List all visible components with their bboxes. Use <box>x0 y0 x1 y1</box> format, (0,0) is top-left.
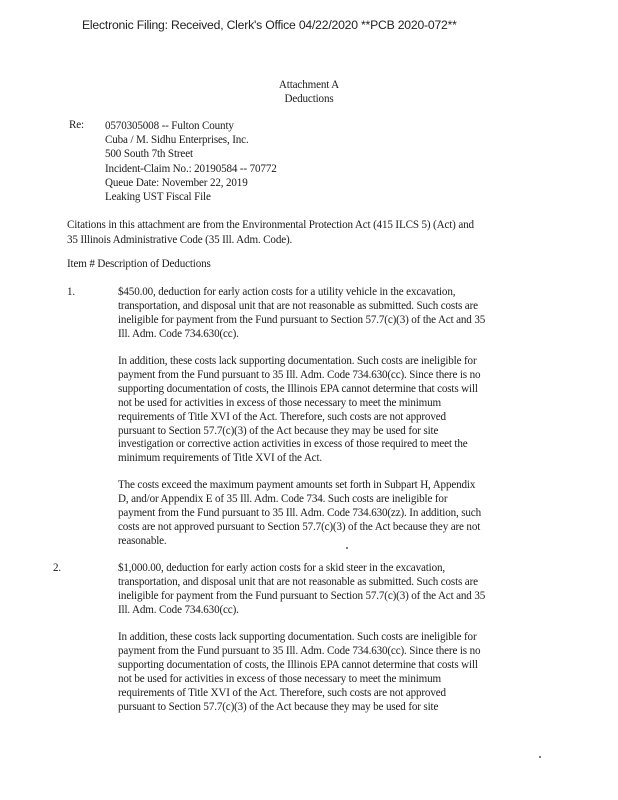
item-paragraph <box>118 479 536 549</box>
paragraph-line: payment from the Fund pursuant to 35 Ill. Adm. Code 734.630(cc). Since there is no <box>118 644 481 657</box>
paragraph-line: In addition, these costs lack supporting documentation. Such costs are ineligible for <box>118 355 477 367</box>
paragraph-line: supporting documentation of costs, the Illinois EPA cannot determine that costs will <box>118 382 478 395</box>
paragraph-line: requirements of Title XVI of the Act. Therefore, such costs are not approved <box>118 686 446 699</box>
item-paragraph <box>118 286 536 342</box>
item-column-header: Item # Description of Deductions <box>67 258 211 270</box>
paragraph-line: investigation or corrective action activities in excess of those required to meet the <box>118 438 468 451</box>
re-address-block <box>105 119 277 204</box>
paragraph-line: payment from the Fund pursuant to 35 Ill. Adm. Code 734.630(cc). Since there is no <box>118 368 481 381</box>
paragraph-line: requirements of Title XVI of the Act. Therefore, such costs are not approved <box>118 410 446 423</box>
citation-paragraph <box>67 218 547 247</box>
scan-speck <box>346 547 348 549</box>
paragraph-line: $1,000.00, deduction for early action costs for a skid steer in the excavation, <box>118 562 446 574</box>
re-line: Leaking UST Fiscal File <box>105 191 211 204</box>
attachment-title: Attachment A <box>278 79 340 91</box>
re-line: Cuba / M. Sidhu Enterprises, Inc. <box>105 134 249 147</box>
paragraph-line: pursuant to Section 57.7(c)(3) of the Act because they may be used for site <box>118 424 439 437</box>
paragraph-line: transportation, and disposal unit that are not reasonable as submitted. Such costs are <box>118 299 478 312</box>
re-line: Incident-Claim No.: 20190584 -- 70772 <box>105 162 277 175</box>
re-line: 0570305008 -- Fulton County <box>105 120 234 132</box>
paragraph-line: transportation, and disposal unit that are not reasonable as submitted. Such costs are <box>118 575 478 588</box>
re-line: Queue Date: November 22, 2019 <box>105 176 248 189</box>
paragraph-line: ineligible for payment from the Fund pursuant to Section 57.7(c)(3) of the Act and 35 <box>118 589 486 602</box>
electronic-filing-stamp: Electronic Filing: Received, Clerk's Office 04/22/2020 **PCB 2020-072** <box>82 18 457 32</box>
item-number: 2. <box>53 562 62 574</box>
paragraph-line: reasonable. <box>118 534 167 547</box>
paragraph-line: supporting documentation of costs, the Illinois EPA cannot determine that costs will <box>118 658 478 671</box>
paragraph-line: The costs exceed the maximum payment amounts set forth in Subpart H, Appendix <box>118 479 476 491</box>
paragraph-line: $450.00, deduction for early action costs for a utility vehicle in the excavation, <box>118 286 456 298</box>
item-paragraph <box>118 355 536 466</box>
item-paragraph <box>118 631 536 714</box>
paragraph-line: not be used for activities in excess of those necessary to meet the minimum <box>118 672 442 685</box>
paragraph-line: payment from the Fund pursuant to 35 Ill. Adm. Code 734.630(zz). In addition, such <box>118 506 481 519</box>
citation-line: 35 Illinois Administrative Code (35 Ill. Adm. Code). <box>67 233 293 246</box>
paragraph-line: minimum requirements of Title XVI of the Act. <box>118 452 323 465</box>
paragraph-line: Ill. Adm. Code 734.630(cc). <box>118 603 239 616</box>
paragraph-line: Ill. Adm. Code 734.630(cc). <box>118 327 239 340</box>
re-label: Re: <box>69 119 84 131</box>
paragraph-line: ineligible for payment from the Fund pursuant to Section 57.7(c)(3) of the Act and 35 <box>118 313 486 326</box>
item-number: 1. <box>67 286 76 298</box>
paragraph-line: costs are not approved pursuant to Section 57.7(c)(3) of the Act because they are not <box>118 520 481 533</box>
paragraph-line: pursuant to Section 57.7(c)(3) of the Act because they may be used for site <box>118 700 439 713</box>
paragraph-line: D, and/or Appendix E of 35 Ill. Adm. Code 734. Such costs are ineligible for <box>118 492 448 505</box>
paragraph-line: not be used for activities in excess of those necessary to meet the minimum <box>118 396 442 409</box>
scan-speck <box>539 756 541 758</box>
attachment-subtitle: Deductions <box>284 93 334 105</box>
citation-line: Citations in this attachment are from the Environmental Protection Act (415 ILCS 5) (Act) and <box>67 219 474 231</box>
re-line: 500 South 7th Street <box>105 148 193 161</box>
item-paragraph <box>118 562 536 618</box>
paragraph-line: In addition, these costs lack supporting documentation. Such costs are ineligible for <box>118 631 477 643</box>
